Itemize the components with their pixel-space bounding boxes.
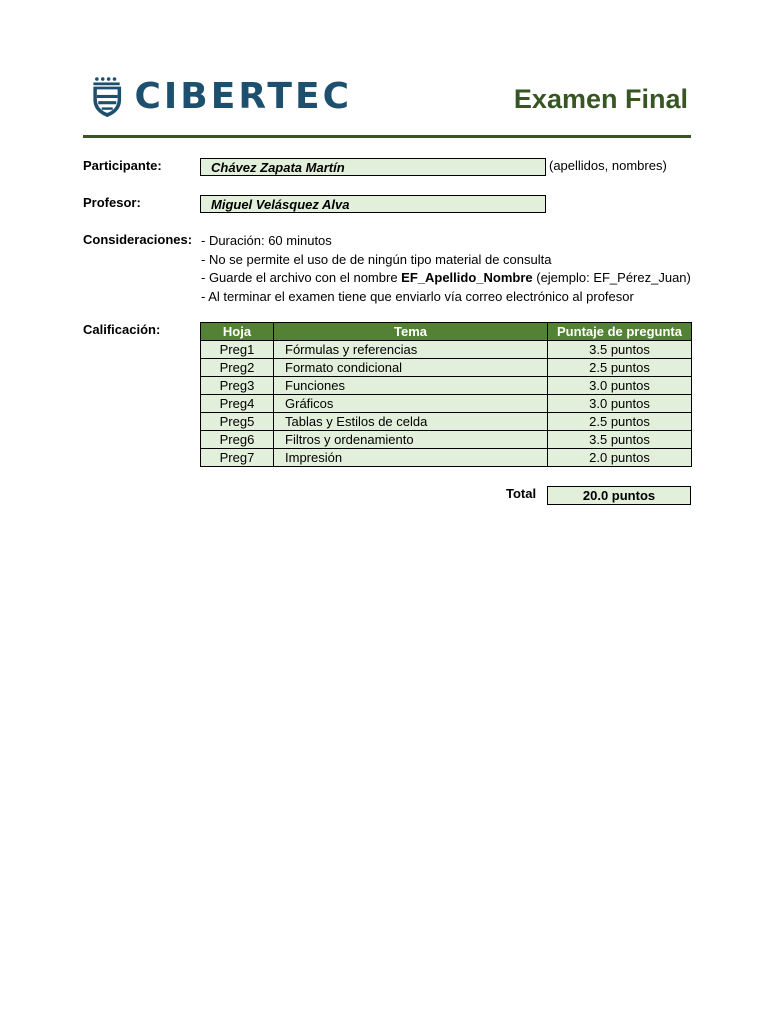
considerations-list xyxy=(201,232,691,306)
table-row xyxy=(201,449,692,467)
professor-label: Profesor: xyxy=(83,195,141,210)
cell-puntaje: 2.0 puntos xyxy=(548,449,692,467)
cell-puntaje: 3.5 puntos xyxy=(548,341,692,359)
logo-text: CIBERTEC xyxy=(134,76,352,117)
consideration-file-name xyxy=(201,269,691,288)
participant-hint: (apellidos, nombres) xyxy=(549,158,667,173)
table-row xyxy=(201,431,692,449)
cell-tema: Filtros y ordenamiento xyxy=(274,431,548,449)
cell-tema: Funciones xyxy=(274,377,548,395)
cell-puntaje: 2.5 puntos xyxy=(548,413,692,431)
cell-tema: Impresión xyxy=(274,449,548,467)
table-row xyxy=(201,395,692,413)
cell-tema: Tablas y Estilos de celda xyxy=(274,413,548,431)
cell-hoja: Preg3 xyxy=(201,377,274,395)
header-hoja: Hoja xyxy=(201,323,274,341)
header-divider xyxy=(83,135,691,138)
consideration-send-email: - Al terminar el examen tiene que enviarlo vía correo electrónico al profesor xyxy=(201,288,634,304)
consideration-duration: - Duración: 60 minutos xyxy=(201,233,332,248)
total-label: Total xyxy=(506,486,537,501)
table-row xyxy=(201,377,692,395)
header-tema: Tema xyxy=(274,323,548,341)
cell-puntaje: 2.5 puntos xyxy=(548,359,692,377)
file-name-pattern: EF_Apellido_Nombre xyxy=(401,270,533,285)
header-puntaje: Puntaje de pregunta xyxy=(548,323,692,341)
cell-tema: Gráficos xyxy=(274,395,548,413)
table-header-row xyxy=(201,323,692,341)
cell-puntaje: 3.0 puntos xyxy=(548,395,692,413)
document-title: Examen Final xyxy=(513,84,688,114)
participant-label: Participante: xyxy=(83,158,162,173)
cell-hoja: Preg5 xyxy=(201,413,274,431)
table-row xyxy=(201,413,692,431)
shield-icon xyxy=(92,67,122,127)
file-name-prefix: - Guarde el archivo con el nombre xyxy=(201,270,402,285)
cell-tema: Formato condicional xyxy=(274,359,548,377)
cell-hoja: Preg4 xyxy=(201,395,274,413)
cell-hoja: Preg1 xyxy=(201,341,274,359)
file-name-suffix: (ejemplo: EF_Pérez_Juan) xyxy=(532,270,691,285)
total-value: 20.0 puntos xyxy=(547,486,691,505)
participant-field[interactable]: Chávez Zapata Martín xyxy=(200,158,546,176)
cibertec-logo xyxy=(92,66,352,128)
consideration-no-material: - No se permite el uso de de ningún tipo material de consulta xyxy=(201,251,552,267)
cell-puntaje: 3.5 puntos xyxy=(548,431,692,449)
cell-puntaje: 3.0 puntos xyxy=(548,377,692,395)
considerations-label: Consideraciones: xyxy=(83,232,193,247)
cell-hoja: Preg2 xyxy=(201,359,274,377)
table-row xyxy=(201,359,692,377)
cell-tema: Fórmulas y referencias xyxy=(274,341,548,359)
grading-label: Calificación: xyxy=(83,322,161,337)
cell-hoja: Preg6 xyxy=(201,431,274,449)
professor-field[interactable]: Miguel Velásquez Alva xyxy=(200,195,546,213)
table-row xyxy=(201,341,692,359)
cell-hoja: Preg7 xyxy=(201,449,274,467)
grading-table xyxy=(200,322,692,467)
